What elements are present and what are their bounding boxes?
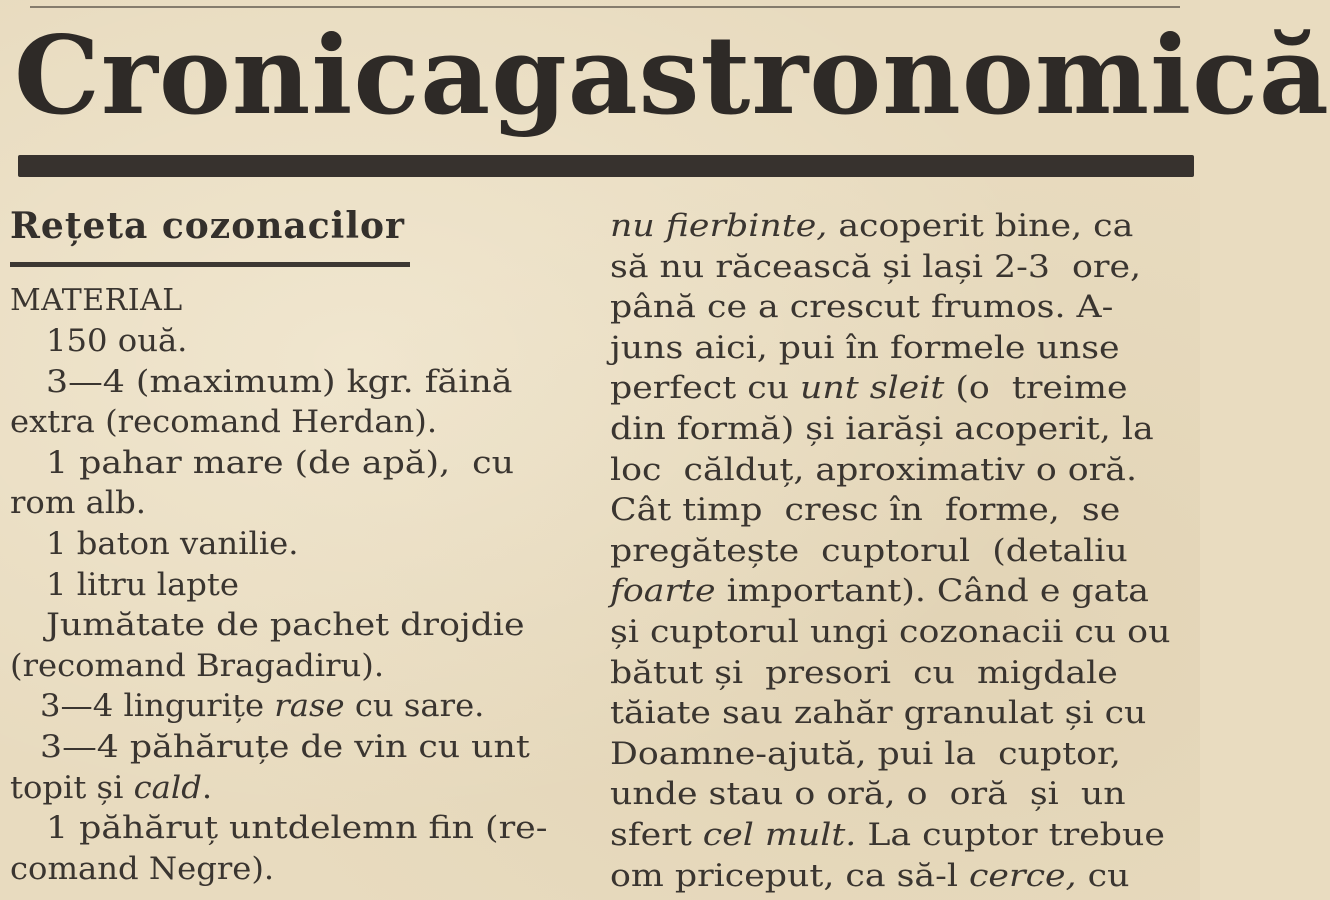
ingredient-line	[10, 402, 588, 443]
instruction-line	[610, 774, 1194, 815]
instruction-line	[610, 368, 1194, 409]
instruction-line	[610, 734, 1194, 775]
text-segment: extra (recomand Herdan).	[10, 404, 438, 441]
text-segment: cu	[1076, 857, 1130, 894]
text-segment: 1 pahar mare (de apă), cu	[46, 444, 515, 481]
ingredient-line	[10, 524, 588, 565]
instructions-text	[610, 206, 1194, 896]
ingredient-line	[10, 768, 588, 809]
ingredient-line	[10, 565, 588, 606]
ingredient-line	[10, 727, 588, 768]
instruction-line	[610, 531, 1194, 572]
text-segment: 1 păhăruț untdelemn fin (re-	[46, 810, 548, 847]
masthead-word-2: gastronomică	[491, 13, 1330, 139]
instruction-line	[610, 856, 1194, 897]
text-segment: juns aici, pui în formele unse	[610, 329, 1120, 366]
instruction-line	[610, 450, 1194, 491]
instruction-line	[610, 693, 1194, 734]
text-segment: rase	[274, 688, 345, 725]
text-segment: nu fierbinte,	[610, 208, 828, 244]
right-column	[610, 206, 1194, 896]
text-segment: Doamne-ajută, pui la cuptor,	[610, 735, 1121, 772]
text-segment: (o treime	[944, 370, 1128, 407]
ingredient-line	[10, 686, 588, 727]
masthead-word-1: Cronica	[14, 13, 492, 139]
text-segment: sfert	[610, 816, 703, 853]
text-segment: cerce,	[968, 857, 1077, 894]
text-segment: să nu răcească și lași 2-3 ore,	[610, 248, 1142, 285]
text-segment: pregătește cuptorul (detaliu	[610, 532, 1128, 569]
instruction-line	[610, 612, 1194, 653]
text-segment: 3—4 păhăruțe de vin cu unt	[40, 728, 530, 765]
instruction-line	[610, 328, 1194, 369]
instruction-line	[610, 490, 1194, 531]
left-column	[10, 200, 588, 889]
text-segment: tăiate sau zahăr granulat și cu	[610, 695, 1147, 732]
ingredient-line	[10, 646, 588, 687]
text-segment: 3—4 lingurițe	[40, 688, 275, 725]
text-segment: acoperit bine, ca	[827, 208, 1134, 244]
text-segment: important). Când e gata	[715, 573, 1149, 610]
text-segment: topit și	[10, 769, 134, 806]
ingredient-line	[10, 808, 588, 849]
instruction-line	[610, 287, 1194, 328]
ingredient-line	[10, 443, 588, 484]
ingredient-line	[10, 849, 588, 890]
section-title: Rețeta cozonacilor	[10, 205, 405, 247]
text-segment: Cât timp cresc în forme, se	[610, 492, 1121, 529]
text-segment: 3—4 (maximum) kgr. făină	[46, 363, 513, 400]
masthead-title	[14, 6, 1330, 146]
text-segment: perfect cu	[610, 370, 801, 407]
text-segment: 150 ouă.	[46, 323, 188, 359]
instruction-line	[610, 409, 1194, 450]
ingredient-line	[10, 483, 588, 524]
text-segment: foarte	[610, 573, 716, 610]
ingredient-line	[10, 605, 588, 646]
instruction-line	[610, 571, 1194, 612]
text-segment: cald	[133, 769, 202, 806]
ingredient-list	[10, 321, 588, 889]
text-segment: 1 litru lapte	[46, 566, 239, 603]
instruction-line	[610, 206, 1194, 247]
text-segment: (recomand Bragadiru).	[10, 647, 385, 684]
instruction-line	[610, 653, 1194, 694]
text-segment: cu sare.	[344, 688, 485, 725]
text-segment: La cuptor trebue	[856, 816, 1165, 853]
ingredient-line	[10, 362, 588, 403]
instruction-line	[610, 815, 1194, 856]
text-segment: loc călduț, aproximativ o oră.	[610, 451, 1138, 488]
instruction-line	[610, 247, 1194, 288]
text-segment: până ce a crescut frumos. A-	[610, 289, 1114, 326]
text-segment: Jumătate de pachet drojdie	[46, 607, 525, 644]
text-segment: om priceput, ca să-l	[610, 857, 969, 894]
ingredient-line	[10, 321, 588, 362]
section-title-rule	[10, 262, 410, 267]
text-segment: rom alb.	[10, 485, 147, 522]
text-segment: .	[201, 769, 213, 806]
text-segment: cel mult.	[702, 816, 857, 853]
text-segment: 1 baton vanilie.	[46, 525, 299, 562]
material-heading: MATERIAL	[10, 283, 183, 318]
text-segment: unde stau o oră, o oră și un	[610, 776, 1126, 813]
masthead-rule	[18, 155, 1194, 177]
text-segment: bătut și presori cu migdale	[610, 654, 1118, 691]
text-segment: unt sleit	[800, 370, 945, 407]
text-segment: din formă) și iarăși acoperit, la	[610, 410, 1154, 447]
text-segment: și cuptorul ungi cozonacii cu ou	[610, 613, 1171, 650]
text-segment: comand Negre).	[10, 850, 275, 887]
